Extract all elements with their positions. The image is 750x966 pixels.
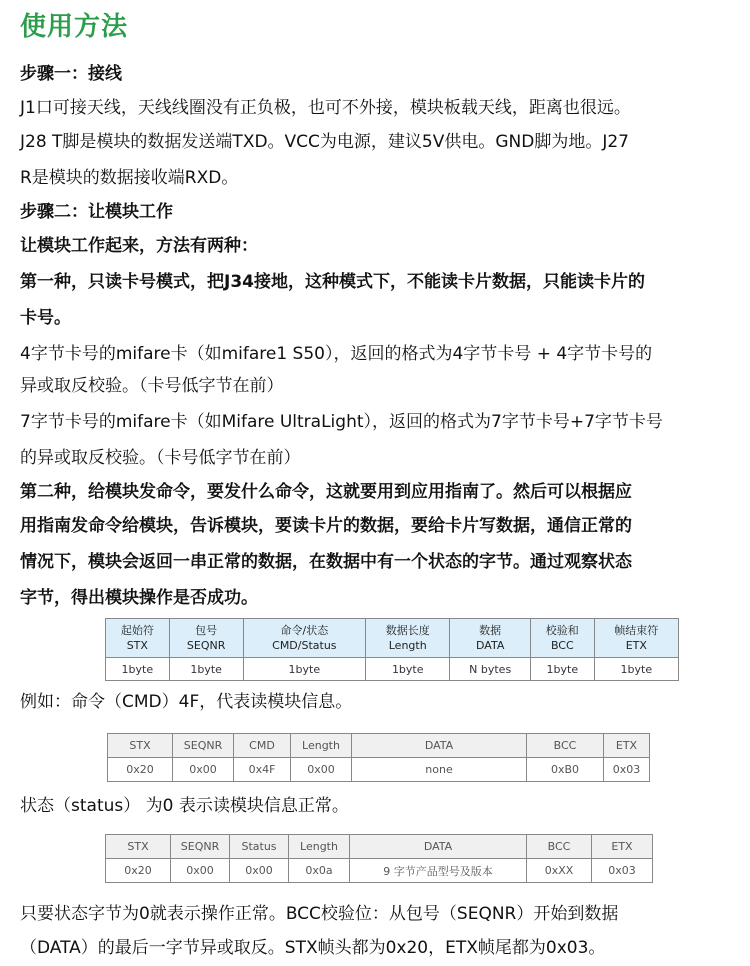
example-line: 例如：命令（CMD）4F，代表读模块信息。 [20,692,353,712]
table-cell: 0x00 [230,859,289,883]
table-cell: 0x00 [173,758,234,782]
response-example-table [105,834,653,883]
table-header-cell: SEQNR [173,734,234,758]
table-header-cell: 起始符 STX [106,619,170,658]
table-cell: 0x20 [108,758,173,782]
table-header-cell: DATA [352,734,527,758]
paragraph-line: 4字节卡号的mifare卡（如mifare1 S50），返回的格式为4字节卡号 + 4字节卡号的 [20,344,653,364]
paragraph-line: 情况下，模块会返回一串正常的数据，在数据中有一个状态的字节。通过观察状态 [20,552,632,572]
paragraph-line: 用指南发命令给模块，告诉模块，要读卡片的数据，要给卡片写数据，通信正常的 [20,516,632,536]
table-header-cell: 包号 SEQNR [169,619,243,658]
table-cell: 1byte [169,658,243,681]
step1-heading: 步骤一：接线 [20,64,122,84]
paragraph-line: 的异或取反校验。（卡号低字节在前） [20,448,301,468]
table-cell: none [352,758,527,782]
table-cell: 0x03 [604,758,650,782]
table-cell: N bytes [450,658,531,681]
paragraph-line: 只要状态字节为0就表示操作正常。BCC校验位：从包号（SEQNR）开始到数据 [20,904,619,924]
table-cell: 1byte [530,658,594,681]
paragraph-line: 卡号。 [20,308,71,328]
paragraph-line: 让模块工作起来，方法有两种： [20,236,258,256]
table-header-cell: DATA [350,835,527,859]
page-title: 使用方法 [20,12,129,42]
table-cell: 0x00 [171,859,230,883]
table-header-cell: ETX [592,835,653,859]
table-cell: 0xB0 [527,758,604,782]
table-cell: 1byte [106,658,170,681]
table-cell: 1byte [243,658,366,681]
status-line: 状态（status） 为0 表示读模块信息正常。 [20,796,349,816]
paragraph-line: 7字节卡号的mifare卡（如Mifare UltraLight），返回的格式为7字节卡号+7字节卡号 [20,412,663,432]
paragraph-line: R是模块的数据接收端RXD。 [20,168,239,188]
paragraph-line: 字节，得出模块操作是否成功。 [20,588,258,608]
table-header-cell: Status [230,835,289,859]
table-header-cell: BCC [527,734,604,758]
table-cell: 1byte [366,658,450,681]
table-header-cell: Length [291,734,352,758]
table-cell: 0x20 [106,859,171,883]
table-header-cell: BCC [527,835,592,859]
frame-format-table [105,618,679,681]
table-header-cell: STX [108,734,173,758]
table-cell: 0x03 [592,859,653,883]
step2-heading: 步骤二：让模块工作 [20,202,173,222]
paragraph-line: （DATA）的最后一字节异或取反。STX帧头都为0x20，ETX帧尾都为0x03。 [20,938,606,958]
paragraph-line: J1口可接天线，天线线圈没有正负极，也可不外接，模块板载天线，距离也很远。 [20,98,631,118]
table-cell: 0x00 [291,758,352,782]
table-cell: 9 字节产品型号及版本 [350,859,527,883]
table-header-cell: 校验和 BCC [530,619,594,658]
table-header-cell: Length [289,835,350,859]
table-cell: 0x0a [289,859,350,883]
table-cell: 0xXX [527,859,592,883]
paragraph-line: 第二种，给模块发命令，要发什么命令，这就要用到应用指南了。然后可以根据应 [20,482,632,502]
table-header-cell: 数据 DATA [450,619,531,658]
table-header-cell: ETX [604,734,650,758]
table-cell: 0x4F [234,758,291,782]
table-header-cell: 命令/状态 CMD/Status [243,619,366,658]
paragraph-line: 第一种，只读卡号模式，把J34接地，这种模式下，不能读卡片数据，只能读卡片的 [20,272,645,292]
table-header-cell: 帧结束符 ETX [594,619,678,658]
table-cell: 1byte [594,658,678,681]
command-example-table [107,733,650,782]
paragraph-line: 异或取反校验。（卡号低字节在前） [20,376,284,396]
table-header-cell: CMD [234,734,291,758]
table-header-cell: STX [106,835,171,859]
paragraph-line: J28 T脚是模块的数据发送端TXD。VCC为电源，建议5V供电。GND脚为地。J27 [20,132,629,152]
table-header-cell: SEQNR [171,835,230,859]
table-header-cell: 数据长度 Length [366,619,450,658]
